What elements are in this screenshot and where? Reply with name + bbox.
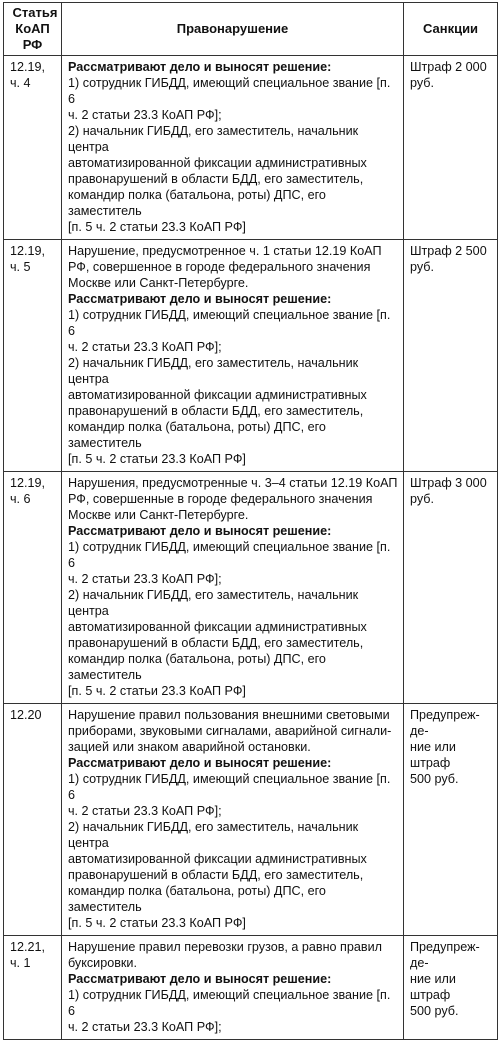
- violation-text: Нарушения, предусмотренные ч. 3–4 статьи 12.19 КоАП: [68, 476, 398, 490]
- article-cell: [4, 56, 62, 240]
- violation-text: правонарушений в области БДД, его заместитель,: [68, 636, 364, 650]
- violation-text: правонарушений в области БДД, его заместитель,: [68, 868, 364, 882]
- table-row: [4, 704, 498, 936]
- sanction-text: Штраф 3 000: [410, 476, 487, 490]
- table-row: [4, 240, 498, 472]
- violation-text: 2) начальник ГИБДД, его заместитель, начальник центра: [68, 820, 359, 850]
- table-body: [4, 56, 498, 1040]
- violation-text: Нарушение правил пользования внешними световыми: [68, 708, 390, 722]
- sanction-text: Штраф 2 500: [410, 244, 487, 258]
- violation-text: ч. 2 статьи 23.3 КоАП РФ];: [68, 340, 222, 354]
- decision-heading: Рассматривают дело и выносят решение:: [68, 756, 332, 770]
- sanction-text: руб.: [410, 260, 435, 274]
- table-row: [4, 936, 498, 1040]
- table-row: [4, 56, 498, 240]
- article-cell: [4, 240, 62, 472]
- violation-text: буксировки.: [68, 956, 137, 970]
- violation-text: приборами, звуковыми сигналами, аварийной сигнали-: [68, 724, 392, 738]
- violation-text: 1) сотрудник ГИБДД, имеющий специальное звание [п. 6: [68, 76, 391, 106]
- violation-text: ч. 2 статьи 23.3 КоАП РФ];: [68, 572, 222, 586]
- sanction-cell: [404, 56, 498, 240]
- violation-text: ч. 2 статьи 23.3 КоАП РФ];: [68, 804, 222, 818]
- article-text: 12.20: [10, 708, 42, 722]
- violation-text: ч. 2 статьи 23.3 КоАП РФ];: [68, 108, 222, 122]
- violation-text: РФ, совершенные в городе федерального значения: [68, 492, 373, 506]
- sanction-cell: [404, 472, 498, 704]
- violation-cell: [62, 936, 404, 1040]
- violation-text: 1) сотрудник ГИБДД, имеющий специальное звание [п. 6: [68, 772, 391, 802]
- violation-text: автоматизированной фиксации административных: [68, 156, 367, 170]
- violation-text: командир полка (батальона, роты) ДПС, его заместитель: [68, 188, 326, 218]
- violation-cell: [62, 472, 404, 704]
- sanction-text: Предупрежде-: [410, 708, 480, 738]
- sanction-text: Предупрежде-: [410, 940, 480, 970]
- sanction-text: ние или штраф: [410, 972, 456, 1002]
- header-violation: Правонарушение: [62, 3, 404, 56]
- violation-cell: [62, 240, 404, 472]
- violation-text: [п. 5 ч. 2 статьи 23.3 КоАП РФ]: [68, 684, 246, 698]
- offenses-table: [3, 2, 498, 1040]
- decision-heading: Рассматривают дело и выносят решение:: [68, 60, 332, 74]
- sanction-text: руб.: [410, 76, 435, 90]
- header-article-line: Статья КоАП РФ: [12, 5, 58, 52]
- violation-text: Москве или Санкт-Петербурге.: [68, 508, 249, 522]
- article-text: ч. 4: [10, 76, 31, 90]
- violation-text: командир полка (батальона, роты) ДПС, его заместитель: [68, 420, 326, 450]
- violation-text: 1) сотрудник ГИБДД, имеющий специальное звание [п. 6: [68, 308, 391, 338]
- header-article: [4, 3, 62, 56]
- violation-text: РФ, совершенное в городе федерального значения: [68, 260, 371, 274]
- sanction-text: Штраф 2 000: [410, 60, 487, 74]
- violation-text: [п. 5 ч. 2 статьи 23.3 КоАП РФ]: [68, 220, 246, 234]
- sanction-text: руб.: [410, 492, 435, 506]
- violation-text: 1) сотрудник ГИБДД, имеющий специальное звание [п. 6: [68, 540, 391, 570]
- article-text: 12.19,: [10, 476, 46, 490]
- violation-text: Нарушение правил перевозки грузов, а равно правил: [68, 940, 382, 954]
- violation-text: 2) начальник ГИБДД, его заместитель, начальник центра: [68, 124, 359, 154]
- article-text: ч. 1: [10, 956, 31, 970]
- article-text: 12.19,: [10, 244, 46, 258]
- article-cell: [4, 936, 62, 1040]
- violation-text: [п. 5 ч. 2 статьи 23.3 КоАП РФ]: [68, 916, 246, 930]
- sanction-text: 500 руб.: [410, 1004, 459, 1018]
- sanction-cell: [404, 936, 498, 1040]
- decision-heading: Рассматривают дело и выносят решение:: [68, 972, 332, 986]
- article-cell: [4, 704, 62, 936]
- violation-text: [п. 5 ч. 2 статьи 23.3 КоАП РФ]: [68, 452, 246, 466]
- violation-text: Нарушение, предусмотренное ч. 1 статьи 12.19 КоАП: [68, 244, 382, 258]
- sanction-cell: [404, 240, 498, 472]
- article-cell: [4, 472, 62, 704]
- violation-text: автоматизированной фиксации административных: [68, 852, 367, 866]
- violation-text: правонарушений в области БДД, его заместитель,: [68, 404, 364, 418]
- article-text: ч. 6: [10, 492, 31, 506]
- article-text: 12.19,: [10, 60, 46, 74]
- violation-text: командир полка (батальона, роты) ДПС, его заместитель: [68, 652, 326, 682]
- violation-text: Москве или Санкт-Петербурге.: [68, 276, 249, 290]
- violation-text: автоматизированной фиксации административных: [68, 620, 367, 634]
- violation-text: правонарушений в области БДД, его заместитель,: [68, 172, 364, 186]
- article-text: ч. 5: [10, 260, 31, 274]
- article-text: 12.21,: [10, 940, 46, 954]
- violation-text: ч. 2 статьи 23.3 КоАП РФ];: [68, 1020, 222, 1034]
- violation-cell: [62, 56, 404, 240]
- violation-text: зацией или знаком аварийной остановки.: [68, 740, 311, 754]
- table-row: [4, 472, 498, 704]
- violation-text: 2) начальник ГИБДД, его заместитель, начальник центра: [68, 356, 359, 386]
- violation-text: 2) начальник ГИБДД, его заместитель, начальник центра: [68, 588, 359, 618]
- sanction-text: ние или штраф: [410, 740, 456, 770]
- sanction-cell: [404, 704, 498, 936]
- sanction-text: 500 руб.: [410, 772, 459, 786]
- violation-text: автоматизированной фиксации административных: [68, 388, 367, 402]
- violation-text: командир полка (батальона, роты) ДПС, его заместитель: [68, 884, 326, 914]
- violation-text: 1) сотрудник ГИБДД, имеющий специальное звание [п. 6: [68, 988, 391, 1018]
- header-sanctions: Санкции: [404, 3, 498, 56]
- decision-heading: Рассматривают дело и выносят решение:: [68, 292, 332, 306]
- violation-cell: [62, 704, 404, 936]
- decision-heading: Рассматривают дело и выносят решение:: [68, 524, 332, 538]
- table-header-row: [4, 3, 498, 56]
